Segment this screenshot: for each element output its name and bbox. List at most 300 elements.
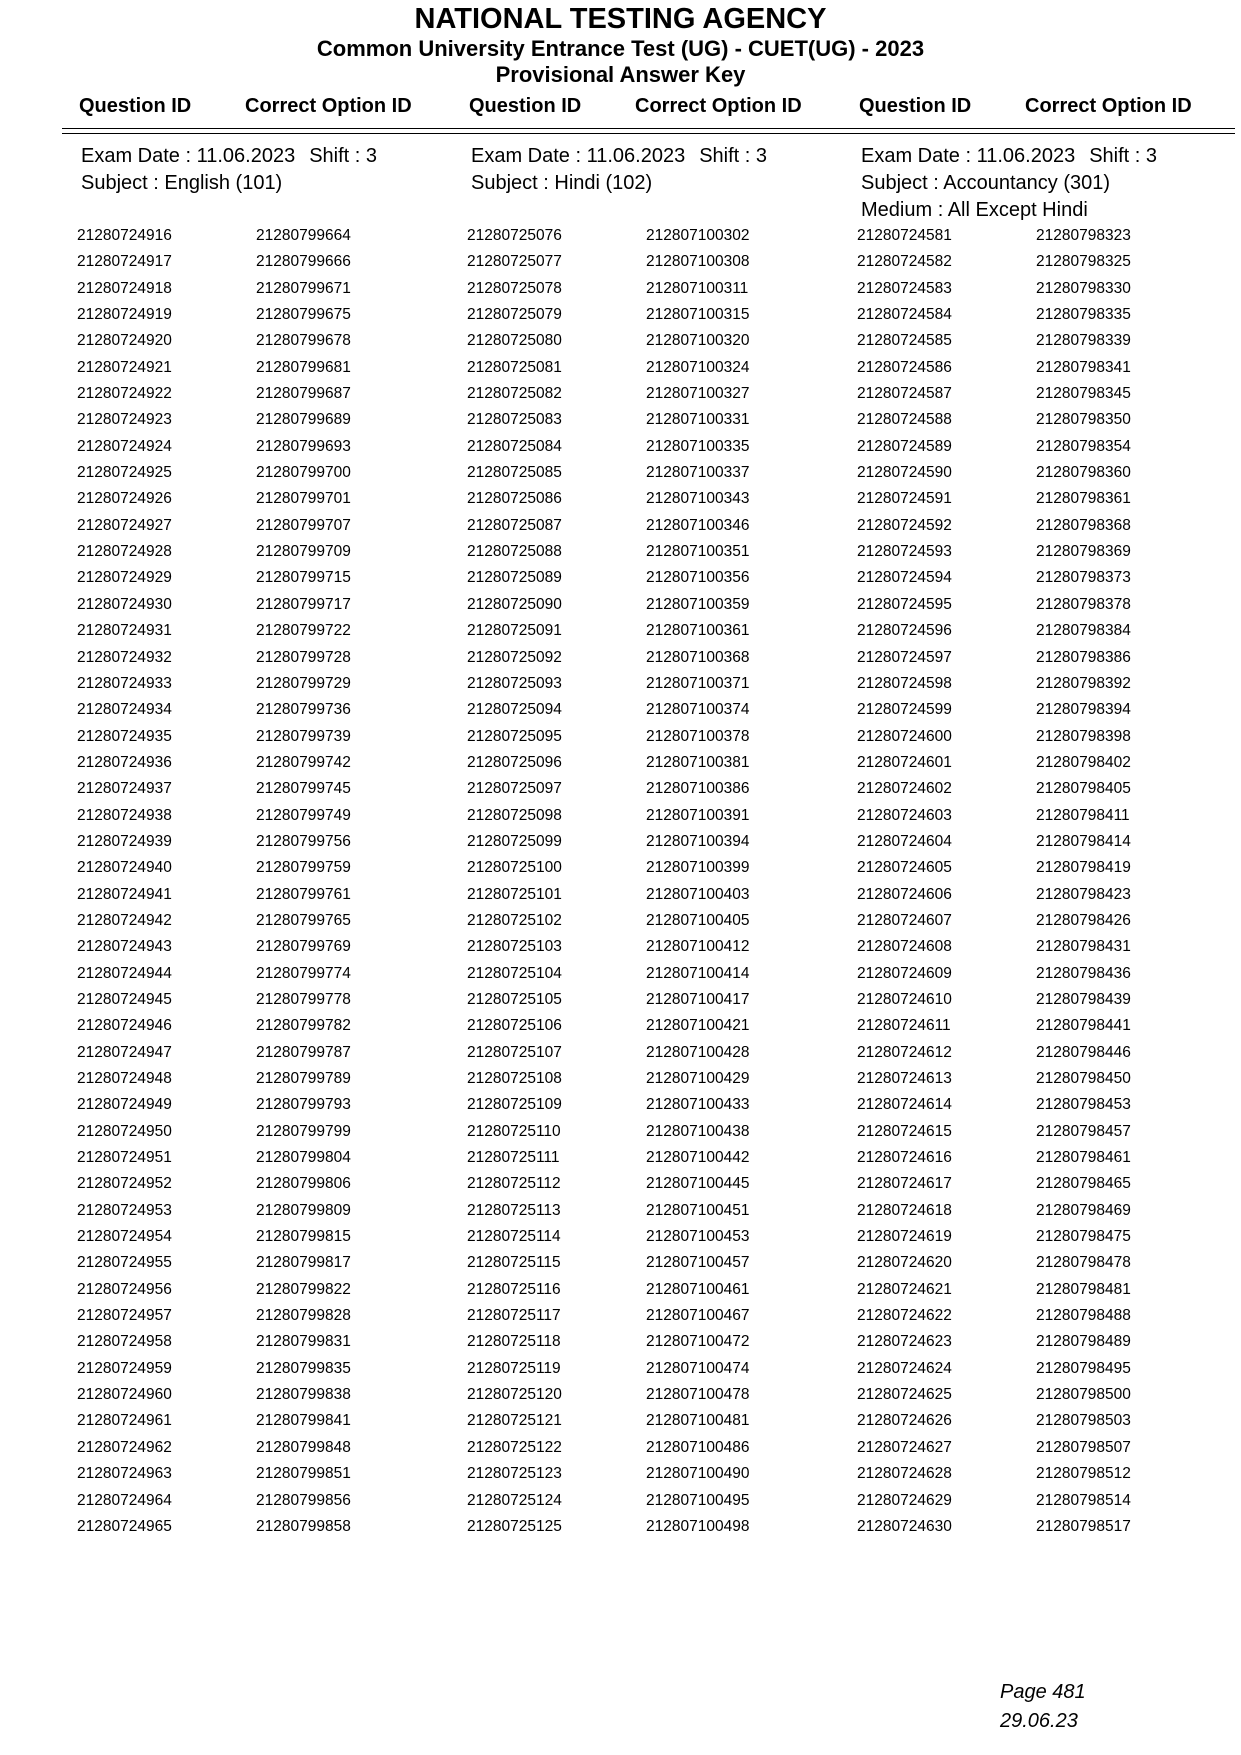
option-id-cell: 212807100478: [646, 1386, 750, 1404]
question-id-cell: 21280724964: [77, 1491, 172, 1509]
option-id-cell: 21280798450: [1036, 1070, 1131, 1087]
option-id-cell: 21280798386: [1036, 648, 1131, 666]
question-id-cell: 21280725108: [467, 1070, 562, 1087]
document-header: [0, 0, 1241, 88]
option-id-cell: 21280799815: [256, 1228, 351, 1246]
question-id-cell: 21280724628: [857, 1465, 952, 1483]
option-id-cell: 21280798457: [1036, 1122, 1131, 1140]
option-id-cell: 21280799700: [256, 464, 351, 482]
question-id-cell: 21280724618: [857, 1201, 952, 1219]
option-id-cell: 21280798478: [1036, 1254, 1131, 1272]
medium: Medium : All Except Hindi: [861, 199, 1088, 221]
option-id-cell: 212807100472: [646, 1333, 750, 1351]
footer-date: 29.06.23: [1000, 1710, 1078, 1732]
option-id-cell: 212807100374: [646, 701, 750, 719]
question-id-cell: 21280724961: [77, 1412, 172, 1430]
question-id-cell: 21280724597: [857, 648, 952, 666]
shift: Shift : 3: [309, 145, 378, 167]
option-id-cell: 21280798368: [1036, 516, 1131, 534]
question-id-cell: 21280724591: [857, 490, 952, 508]
question-id-cell: 21280724950: [77, 1122, 172, 1140]
question-id-cell: 21280725095: [467, 727, 562, 745]
option-id-cell: 21280798514: [1036, 1491, 1131, 1509]
option-id-column-2: [646, 226, 749, 1543]
option-id-cell: 21280799678: [256, 332, 351, 350]
question-id-cell: 21280724921: [77, 358, 172, 376]
question-id-cell: 21280724920: [77, 332, 172, 350]
question-id-cell: 21280724935: [77, 727, 172, 745]
option-id-cell: 21280798378: [1036, 595, 1131, 613]
question-id-cell: 21280725097: [467, 780, 562, 798]
option-id-cell: 21280799765: [256, 911, 351, 929]
option-id-cell: 21280799717: [256, 595, 351, 613]
question-id-cell: 21280725119: [467, 1359, 561, 1377]
question-id-cell: 21280724941: [77, 885, 172, 903]
option-id-cell: 21280799769: [256, 938, 351, 956]
option-id-cell: 21280799666: [256, 253, 351, 271]
option-id-cell: 21280799778: [256, 990, 351, 1008]
shift: Shift : 3: [699, 145, 768, 167]
question-id-cell: 21280724611: [857, 1017, 951, 1035]
option-id-cell: 21280798411: [1036, 806, 1130, 824]
question-id-cell: 21280724940: [77, 859, 172, 877]
option-id-cell: 212807100445: [646, 1175, 750, 1193]
option-id-cell: 21280799671: [256, 279, 351, 297]
question-id-cell: 21280725085: [467, 464, 562, 482]
question-id-cell: 21280725115: [467, 1254, 561, 1272]
question-id-cell: 21280724943: [77, 938, 172, 956]
question-id-cell: 21280725121: [467, 1412, 562, 1430]
exam-date: Exam Date : 11.06.2023: [81, 145, 296, 167]
option-id-cell: 21280798398: [1036, 727, 1131, 745]
question-id-cell: 21280724954: [77, 1228, 172, 1246]
question-id-cell: 21280724621: [857, 1280, 952, 1298]
option-id-cell: 21280799709: [256, 543, 351, 561]
question-id-cell: 21280724594: [857, 569, 952, 587]
question-id-cell: 21280724960: [77, 1386, 172, 1404]
question-id-cell: 21280725124: [467, 1491, 562, 1509]
option-id-cell: 212807100490: [646, 1465, 750, 1483]
option-id-cell: 21280799749: [256, 806, 351, 824]
option-id-cell: 21280799799: [256, 1122, 351, 1140]
question-id-cell: 21280725078: [467, 279, 562, 297]
question-id-cell: 21280724949: [77, 1096, 172, 1114]
question-id-cell: 21280724923: [77, 411, 172, 429]
page-number: Page 481: [1000, 1681, 1086, 1703]
option-id-cell: 212807100356: [646, 569, 750, 587]
question-id-cell: 21280725123: [467, 1465, 562, 1483]
question-id-cell: 21280725084: [467, 437, 562, 455]
option-id-cell: 212807100428: [646, 1043, 750, 1061]
question-id-cell: 21280725081: [467, 358, 562, 376]
option-id-cell: 21280798495: [1036, 1359, 1131, 1377]
question-id-cell: 21280725093: [467, 674, 562, 692]
question-id-cell: 21280724956: [77, 1280, 172, 1298]
question-id-cell: 21280724963: [77, 1465, 172, 1483]
header-divider-bottom: [62, 133, 1235, 134]
option-id-cell: 21280798330: [1036, 279, 1131, 297]
question-id-cell: 21280724596: [857, 622, 952, 640]
option-id-cell: 212807100327: [646, 385, 750, 403]
option-id-cell: 21280799736: [256, 701, 351, 719]
question-id-cell: 21280725079: [467, 306, 562, 324]
question-id-cell: 21280725089: [467, 569, 562, 587]
option-id-cell: 212807100381: [646, 753, 750, 771]
option-id-cell: 21280798360: [1036, 464, 1131, 482]
question-id-cell: 21280725117: [467, 1307, 561, 1325]
question-id-cell: 21280724593: [857, 543, 952, 561]
option-id-cell: 21280798475: [1036, 1228, 1131, 1246]
question-id-cell: 21280724587: [857, 385, 952, 403]
option-id-cell: 212807100474: [646, 1359, 750, 1377]
option-id-cell: 212807100311: [646, 279, 749, 297]
option-id-cell: 21280798503: [1036, 1412, 1131, 1430]
option-id-cell: 21280799835: [256, 1359, 351, 1377]
option-id-cell: 21280798402: [1036, 753, 1131, 771]
question-id-cell: 21280725120: [467, 1386, 562, 1404]
question-id-cell: 21280724926: [77, 490, 172, 508]
option-id-cell: 21280799745: [256, 780, 351, 798]
question-id-cell: 21280725105: [467, 990, 562, 1008]
option-id-cell: 21280799774: [256, 964, 351, 982]
option-id-cell: 21280798507: [1036, 1438, 1131, 1456]
question-id-cell: 21280724922: [77, 385, 172, 403]
option-id-cell: 21280799759: [256, 859, 351, 877]
question-id-cell: 21280725099: [467, 832, 562, 850]
subject: Subject : Hindi (102): [471, 172, 653, 194]
option-id-cell: 212807100453: [646, 1228, 750, 1246]
question-id-cell: 21280725083: [467, 411, 562, 429]
question-id-cell: 21280725080: [467, 332, 562, 350]
option-id-cell: 212807100405: [646, 911, 750, 929]
option-id-cell: 212807100302: [646, 227, 750, 244]
question-id-cell: 21280725116: [467, 1280, 561, 1298]
section-info-english: [81, 143, 377, 197]
question-id-cell: 21280724625: [857, 1386, 952, 1404]
question-id-cell: 21280724610: [857, 990, 952, 1008]
option-id-cell: 212807100361: [646, 622, 750, 640]
section-info-accountancy: [861, 143, 1157, 224]
option-id-cell: 212807100378: [646, 727, 750, 745]
question-id-cell: 21280724924: [77, 437, 172, 455]
option-id-cell: 212807100346: [646, 516, 750, 534]
option-id-cell: 21280799722: [256, 622, 351, 640]
option-id-cell: 21280798446: [1036, 1043, 1131, 1061]
option-id-cell: 21280798423: [1036, 885, 1131, 903]
option-id-cell: 212807100315: [646, 306, 750, 324]
option-id-cell: 21280799739: [256, 727, 351, 745]
question-id-cell: 21280724622: [857, 1307, 952, 1325]
question-id-cell: 21280725096: [467, 753, 562, 771]
option-id-cell: 212807100412: [646, 938, 750, 956]
question-id-cell: 21280725094: [467, 701, 562, 719]
question-id-cell: 21280724583: [857, 279, 952, 297]
question-id-cell: 21280724603: [857, 806, 952, 824]
col-header-question-id-1: Question ID: [79, 95, 192, 117]
agency-title: NATIONAL TESTING AGENCY: [414, 3, 827, 35]
col-header-option-id-3: Correct Option ID: [1025, 95, 1192, 117]
question-id-cell: 21280724626: [857, 1412, 952, 1430]
option-id-cell: 212807100371: [646, 674, 750, 692]
option-id-cell: 21280799851: [256, 1465, 351, 1483]
question-id-cell: 21280724918: [77, 279, 172, 297]
option-id-column-1: [256, 226, 351, 1543]
question-id-cell: 21280724585: [857, 332, 952, 350]
option-id-cell: 21280798441: [1036, 1017, 1131, 1035]
question-id-cell: 21280724606: [857, 885, 952, 903]
option-id-cell: 21280799817: [256, 1254, 351, 1272]
option-id-cell: 212807100394: [646, 832, 750, 850]
exam-date: Exam Date : 11.06.2023: [861, 145, 1076, 167]
question-id-cell: 21280725112: [467, 1175, 561, 1193]
question-id-cell: 21280725082: [467, 385, 562, 403]
question-id-cell: 21280724962: [77, 1438, 172, 1456]
question-id-cell: 21280724955: [77, 1254, 172, 1272]
option-id-cell: 212807100433: [646, 1096, 750, 1114]
option-id-cell: 212807100403: [646, 885, 750, 903]
option-id-cell: 21280799822: [256, 1280, 351, 1298]
option-id-cell: 212807100451: [646, 1201, 750, 1219]
question-id-cell: 21280724581: [857, 227, 952, 244]
option-id-cell: 212807100417: [646, 990, 750, 1008]
question-id-cell: 21280724624: [857, 1359, 952, 1377]
question-id-cell: 21280724599: [857, 701, 952, 719]
question-id-cell: 21280724944: [77, 964, 172, 982]
question-id-cell: 21280724604: [857, 832, 952, 850]
option-id-cell: 21280799728: [256, 648, 351, 666]
question-id-cell: 21280725101: [467, 885, 562, 903]
question-id-cell: 21280724595: [857, 595, 952, 613]
question-id-cell: 21280725110: [467, 1122, 561, 1140]
question-id-cell: 21280724917: [77, 253, 172, 271]
question-id-cell: 21280724605: [857, 859, 952, 877]
question-id-cell: 21280724946: [77, 1017, 172, 1035]
question-id-cell: 21280725125: [467, 1517, 562, 1535]
option-id-cell: 21280799793: [256, 1096, 351, 1114]
question-id-cell: 21280725100: [467, 859, 562, 877]
option-id-cell: 212807100399: [646, 859, 750, 877]
option-id-cell: 212807100438: [646, 1122, 750, 1140]
option-id-cell: 21280798517: [1036, 1517, 1131, 1535]
question-id-cell: 21280725109: [467, 1096, 562, 1114]
question-id-cell: 21280724951: [77, 1149, 172, 1167]
question-id-cell: 21280724929: [77, 569, 172, 587]
option-id-cell: 21280798361: [1036, 490, 1131, 508]
option-id-cell: 21280798426: [1036, 911, 1131, 929]
option-id-cell: 212807100343: [646, 490, 750, 508]
option-id-cell: 212807100386: [646, 780, 750, 798]
option-id-cell: 212807100495: [646, 1491, 750, 1509]
option-id-cell: 21280799715: [256, 569, 351, 587]
question-id-cell: 21280724608: [857, 938, 952, 956]
option-id-cell: 21280799841: [256, 1412, 351, 1430]
question-id-cell: 21280724958: [77, 1333, 172, 1351]
question-id-cell: 21280725103: [467, 938, 562, 956]
page-footer: [1000, 1678, 1086, 1736]
option-id-cell: 21280798345: [1036, 385, 1131, 403]
question-id-cell: 21280724957: [77, 1307, 172, 1325]
question-id-cell: 21280724614: [857, 1096, 952, 1114]
option-id-cell: 21280799756: [256, 832, 351, 850]
col-header-option-id-1: Correct Option ID: [245, 95, 412, 117]
option-id-cell: 21280799742: [256, 753, 351, 771]
question-id-cell: 21280724616: [857, 1149, 952, 1167]
option-id-cell: 21280799831: [256, 1333, 351, 1351]
question-id-cell: 21280724629: [857, 1491, 952, 1509]
option-id-cell: 21280798323: [1036, 227, 1131, 244]
option-id-cell: 21280798436: [1036, 964, 1131, 982]
option-id-cell: 212807100391: [646, 806, 750, 824]
question-id-cell: 21280724933: [77, 674, 172, 692]
question-id-cell: 21280724959: [77, 1359, 172, 1377]
question-id-cell: 21280724931: [77, 622, 172, 640]
question-id-cell: 21280725092: [467, 648, 562, 666]
option-id-cell: 21280799693: [256, 437, 351, 455]
question-id-cell: 21280725104: [467, 964, 562, 982]
option-id-cell: 212807100442: [646, 1149, 750, 1167]
question-id-cell: 21280724601: [857, 753, 952, 771]
question-id-cell: 21280724942: [77, 911, 172, 929]
question-id-cell: 21280724592: [857, 516, 952, 534]
question-id-cell: 21280724952: [77, 1175, 172, 1193]
question-id-cell: 21280725091: [467, 622, 562, 640]
option-id-cell: 212807100308: [646, 253, 750, 271]
question-id-cell: 21280724945: [77, 990, 172, 1008]
question-id-cell: 21280724930: [77, 595, 172, 613]
question-id-cell: 21280724953: [77, 1201, 172, 1219]
question-id-cell: 21280725118: [467, 1333, 561, 1351]
option-id-cell: 21280799856: [256, 1491, 351, 1509]
option-id-cell: 21280798461: [1036, 1149, 1131, 1167]
question-id-cell: 21280724928: [77, 543, 172, 561]
subject: Subject : English (101): [81, 172, 283, 194]
exam-title: Common University Entrance Test (UG) - CUET(UG) - 2023: [316, 36, 925, 61]
option-id-cell: 21280799789: [256, 1070, 351, 1087]
question-id-cell: 21280724584: [857, 306, 952, 324]
column-header-row: [0, 95, 1241, 125]
option-id-cell: 21280799707: [256, 516, 351, 534]
question-id-cell: 21280724619: [857, 1228, 952, 1246]
question-id-column-2: [467, 226, 562, 1543]
question-id-cell: 21280725088: [467, 543, 562, 561]
question-id-cell: 21280724613: [857, 1070, 952, 1087]
option-id-cell: 21280799804: [256, 1149, 351, 1167]
question-id-cell: 21280724938: [77, 806, 172, 824]
question-id-cell: 21280725102: [467, 911, 562, 929]
question-id-cell: 21280724582: [857, 253, 952, 271]
option-id-cell: 21280799782: [256, 1017, 351, 1035]
question-id-cell: 21280724623: [857, 1333, 952, 1351]
option-id-cell: 21280798373: [1036, 569, 1131, 587]
section-info-hindi: [471, 143, 767, 197]
question-id-cell: 21280724600: [857, 727, 952, 745]
question-id-cell: 21280725087: [467, 516, 562, 534]
question-id-cell: 21280724612: [857, 1043, 952, 1061]
question-id-cell: 21280724937: [77, 780, 172, 798]
option-id-cell: 21280799809: [256, 1201, 351, 1219]
question-id-cell: 21280724932: [77, 648, 172, 666]
option-id-cell: 21280799701: [256, 490, 351, 508]
option-id-cell: 21280798350: [1036, 411, 1131, 429]
option-id-cell: 21280799689: [256, 411, 351, 429]
option-id-cell: 212807100324: [646, 358, 750, 376]
question-id-cell: 21280724927: [77, 516, 172, 534]
option-id-cell: 21280799675: [256, 306, 351, 324]
question-id-cell: 21280725098: [467, 806, 562, 824]
question-id-cell: 21280724925: [77, 464, 172, 482]
question-id-cell: 21280724615: [857, 1122, 952, 1140]
col-header-question-id-2: Question ID: [469, 95, 582, 117]
question-id-cell: 21280724965: [77, 1517, 172, 1535]
question-id-cell: 21280725077: [467, 253, 562, 271]
shift: Shift : 3: [1089, 145, 1158, 167]
option-id-cell: 21280798384: [1036, 622, 1131, 640]
option-id-cell: 21280799664: [256, 227, 351, 244]
option-id-cell: 212807100486: [646, 1438, 750, 1456]
option-id-cell: 21280799828: [256, 1307, 351, 1325]
question-id-cell: 21280724919: [77, 306, 172, 324]
option-id-cell: 21280798354: [1036, 437, 1131, 455]
question-id-cell: 21280724948: [77, 1070, 172, 1087]
option-id-cell: 212807100320: [646, 332, 750, 350]
option-id-cell: 21280798439: [1036, 990, 1131, 1008]
option-id-cell: 212807100359: [646, 595, 750, 613]
question-id-cell: 21280725076: [467, 227, 562, 244]
option-id-cell: 21280798339: [1036, 332, 1131, 350]
question-id-cell: 21280724607: [857, 911, 952, 929]
question-id-cell: 21280724598: [857, 674, 952, 692]
option-id-cell: 21280799681: [256, 358, 351, 376]
col-header-option-id-2: Correct Option ID: [635, 95, 802, 117]
question-id-cell: 21280725122: [467, 1438, 562, 1456]
question-id-cell: 21280725106: [467, 1017, 562, 1035]
option-id-cell: 21280798414: [1036, 832, 1131, 850]
question-id-cell: 21280724916: [77, 227, 172, 244]
question-id-cell: 21280724586: [857, 358, 952, 376]
option-id-cell: 212807100457: [646, 1254, 750, 1272]
question-id-cell: 21280724602: [857, 780, 952, 798]
option-id-cell: 212807100331: [646, 411, 750, 429]
option-id-cell: 21280799761: [256, 885, 351, 903]
question-id-cell: 21280724620: [857, 1254, 952, 1272]
option-id-cell: 21280798469: [1036, 1201, 1131, 1219]
question-id-cell: 21280724617: [857, 1175, 952, 1193]
option-id-cell: 212807100461: [646, 1280, 750, 1298]
option-id-cell: 21280798453: [1036, 1096, 1131, 1114]
question-id-cell: 21280724589: [857, 437, 952, 455]
option-id-cell: 21280799838: [256, 1386, 351, 1404]
option-id-cell: 21280798335: [1036, 306, 1131, 324]
option-id-cell: 21280799687: [256, 385, 351, 403]
option-id-cell: 21280798481: [1036, 1280, 1131, 1298]
option-id-cell: 212807100498: [646, 1517, 750, 1535]
question-id-cell: 21280725113: [467, 1201, 561, 1219]
question-id-cell: 21280725111: [467, 1149, 560, 1167]
question-id-cell: 21280725090: [467, 595, 562, 613]
answer-key-title: Provisional Answer Key: [495, 62, 746, 87]
option-id-cell: 21280798488: [1036, 1307, 1131, 1325]
option-id-cell: 21280798489: [1036, 1333, 1131, 1351]
option-id-cell: 21280798512: [1036, 1465, 1131, 1483]
option-id-cell: 21280798325: [1036, 253, 1131, 271]
question-id-cell: 21280724590: [857, 464, 952, 482]
option-id-cell: 21280798369: [1036, 543, 1131, 561]
question-id-cell: 21280724934: [77, 701, 172, 719]
option-id-cell: 21280798465: [1036, 1175, 1131, 1193]
question-id-cell: 21280724936: [77, 753, 172, 771]
option-id-cell: 21280799858: [256, 1517, 351, 1535]
option-id-cell: 21280798405: [1036, 780, 1131, 798]
